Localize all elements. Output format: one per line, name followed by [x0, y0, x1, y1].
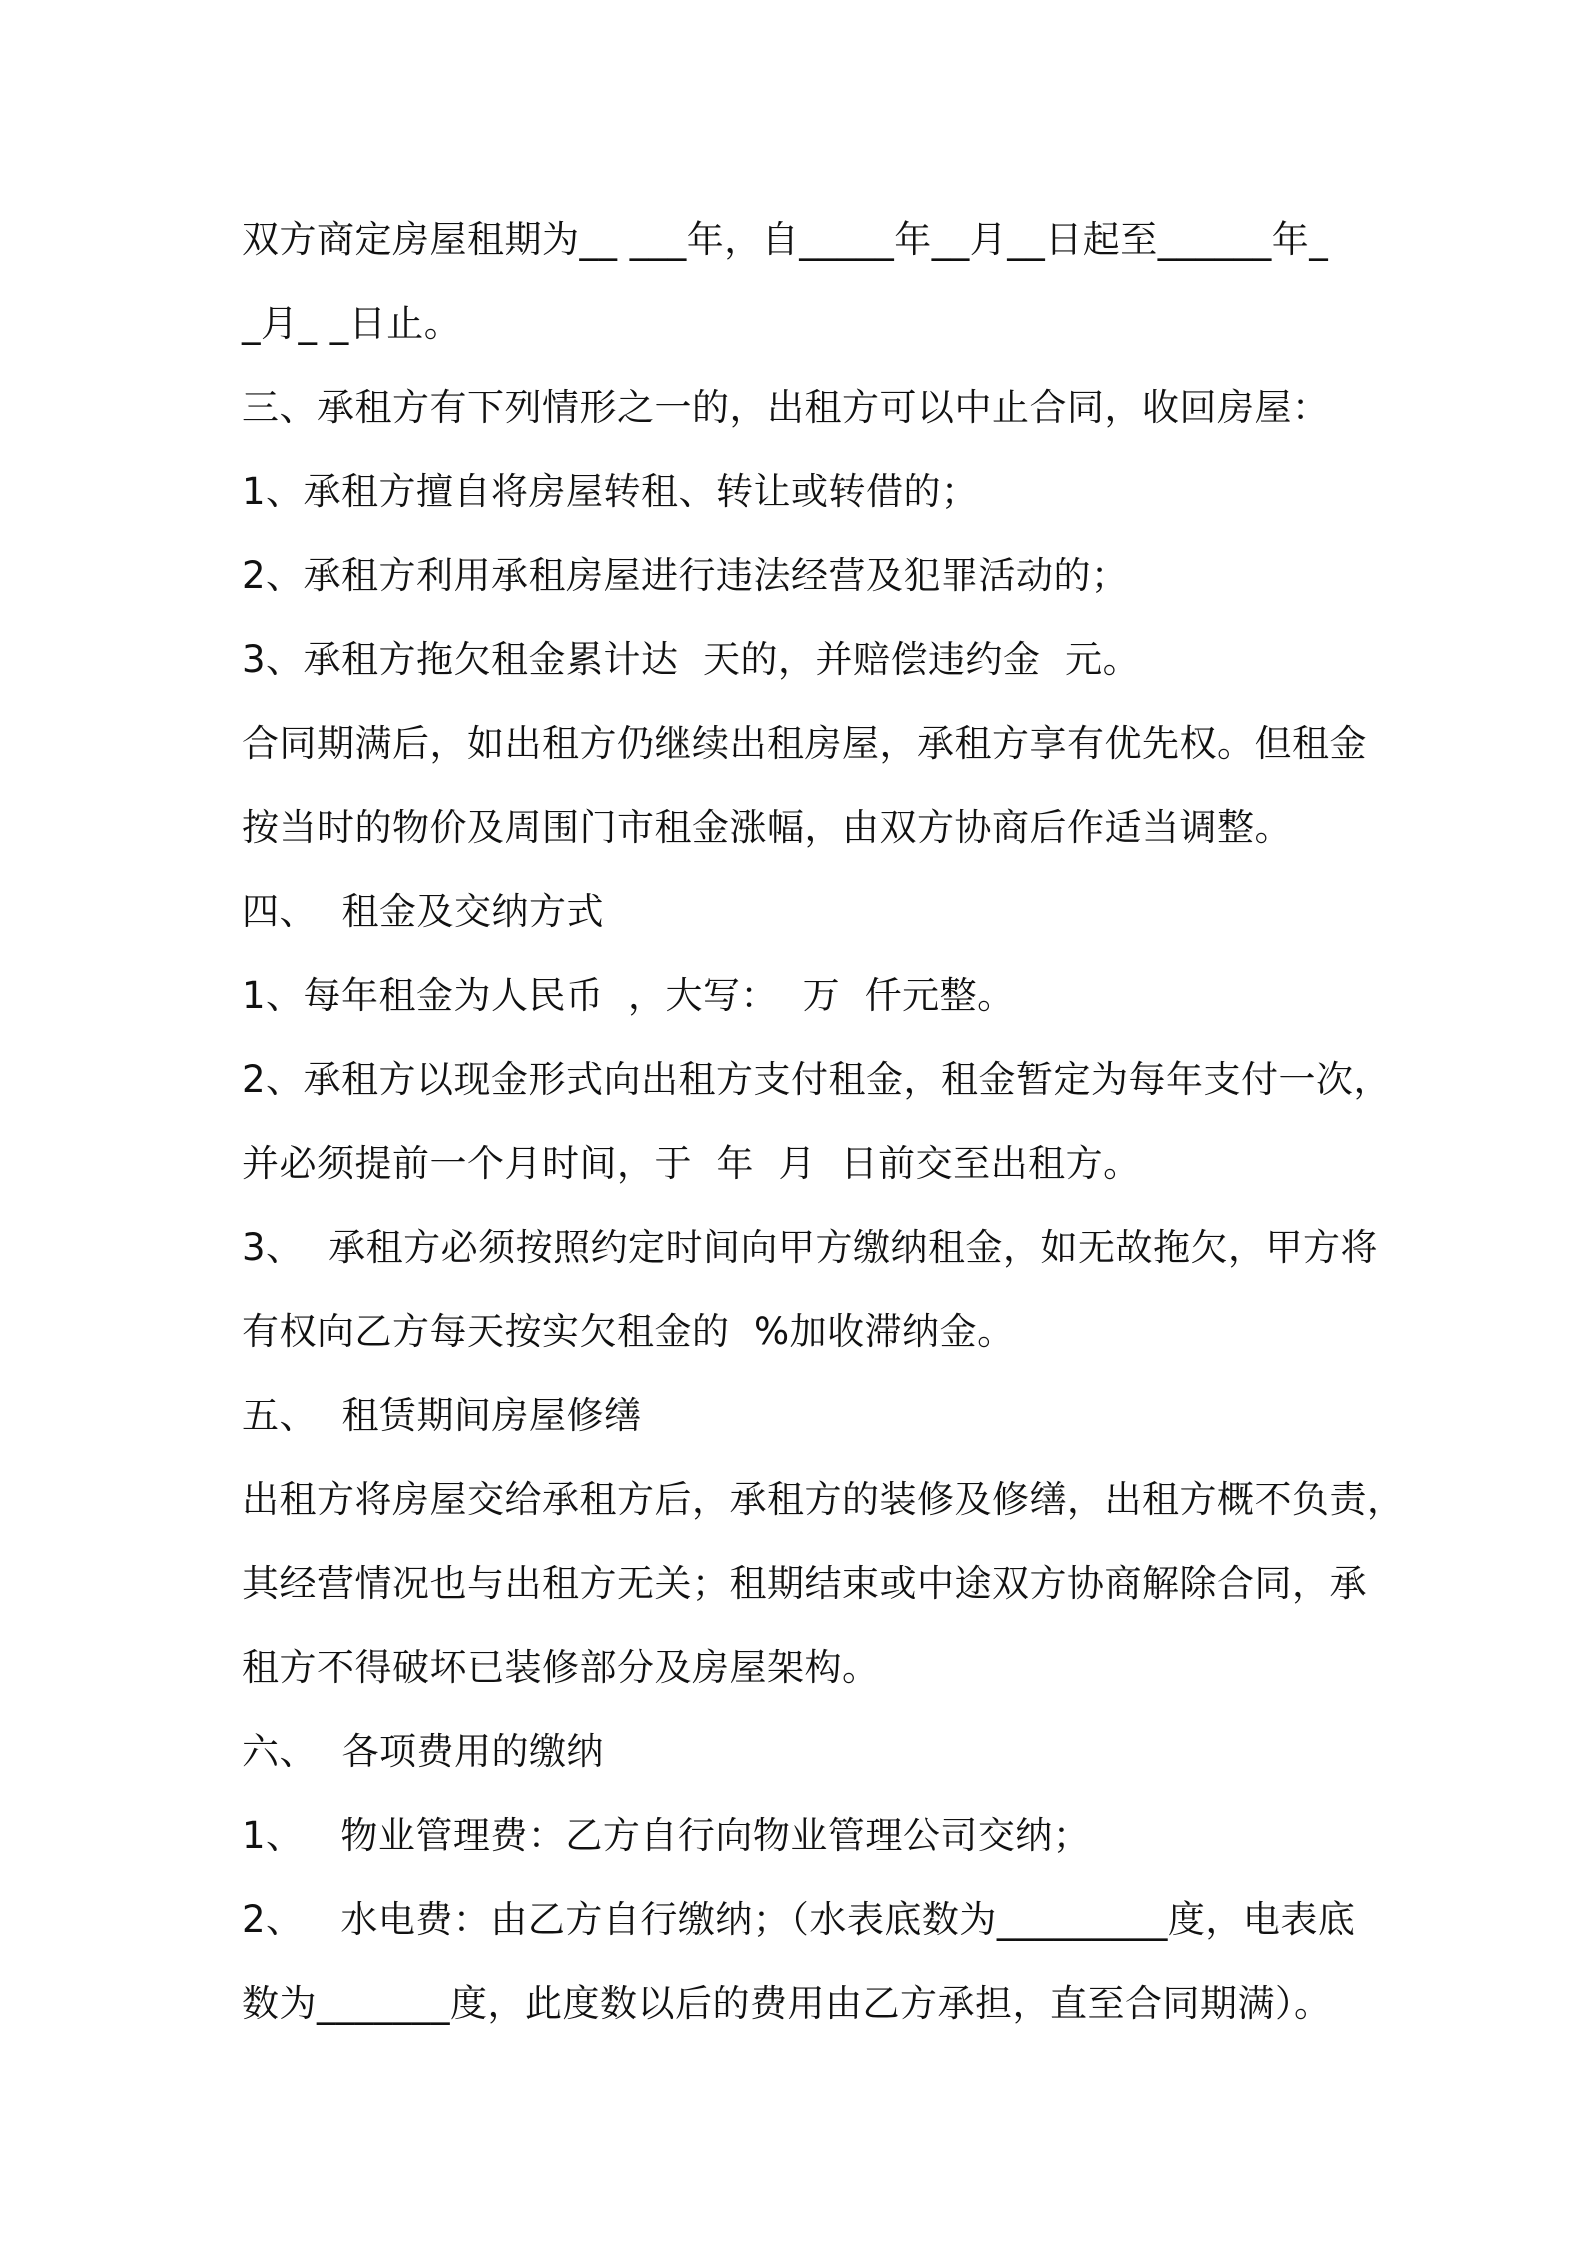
clause-6-1: 1、 物业管理费：乙方自行向物业管理公司交纳；	[242, 1814, 1091, 1857]
clause-4-1: 1、每年租金为人民币 ，大写： 万 仟元整。	[242, 974, 1015, 1017]
clause-4-3-line-1: 3、 承租方必须按照约定时间向甲方缴纳租金，如无故拖欠，甲方将	[242, 1226, 1379, 1269]
clause-4-2-line-1: 2、承租方以现金形式向出租方支付租金，租金暂定为每年支付一次，	[242, 1058, 1392, 1101]
clause-6-2-line-1: 2、 水电费：由乙方自行缴纳；（水表底数为_________度，电表底	[242, 1898, 1356, 1941]
renewal-paragraph-line-2: 按当时的物价及周围门市租金涨幅，由双方协商后作适当调整。	[242, 806, 1292, 849]
section-five-heading: 五、 租赁期间房屋修缮	[242, 1394, 642, 1437]
section-five-paragraph-line-3: 租方不得破坏已装修部分及房屋架构。	[242, 1646, 880, 1689]
section-five-paragraph-line-1: 出租方将房屋交给承租方后，承租方的装修及修缮，出租方概不负责，	[242, 1478, 1405, 1521]
lease-term-end-line: _月_ _日止。	[242, 302, 462, 345]
clause-6-2-line-2: 数为_______度，此度数以后的费用由乙方承担，直至合同期满）。	[242, 1982, 1332, 2025]
clause-3-1: 1、承租方擅自将房屋转租、转让或转借的；	[242, 470, 979, 513]
lease-term-line: 双方商定房屋租期为__ ___年，自_____年__月__日起至______年_	[242, 218, 1329, 261]
clause-4-3-line-2: 有权向乙方每天按实欠租金的 %加收滞纳金。	[242, 1310, 1015, 1353]
section-five-paragraph-line-2: 其经营情况也与出租方无关；租期结束或中途双方协商解除合同，承	[242, 1562, 1367, 1605]
section-three-heading: 三、承租方有下列情形之一的，出租方可以中止合同，收回房屋：	[242, 386, 1330, 429]
clause-4-2-line-2: 并必须提前一个月时间，于 年 月 日前交至出租方。	[242, 1142, 1141, 1185]
renewal-paragraph-line-1: 合同期满后，如出租方仍继续出租房屋，承租方享有优先权。但租金	[242, 722, 1367, 765]
clause-3-3: 3、承租方拖欠租金累计达 天的，并赔偿违约金 元。	[242, 638, 1141, 681]
section-four-heading: 四、 租金及交纳方式	[242, 890, 605, 933]
clause-3-2: 2、承租方利用承租房屋进行违法经营及犯罪活动的；	[242, 554, 1129, 597]
contract-body-text	[242, 198, 1405, 2046]
section-six-heading: 六、 各项费用的缴纳	[242, 1730, 605, 1773]
